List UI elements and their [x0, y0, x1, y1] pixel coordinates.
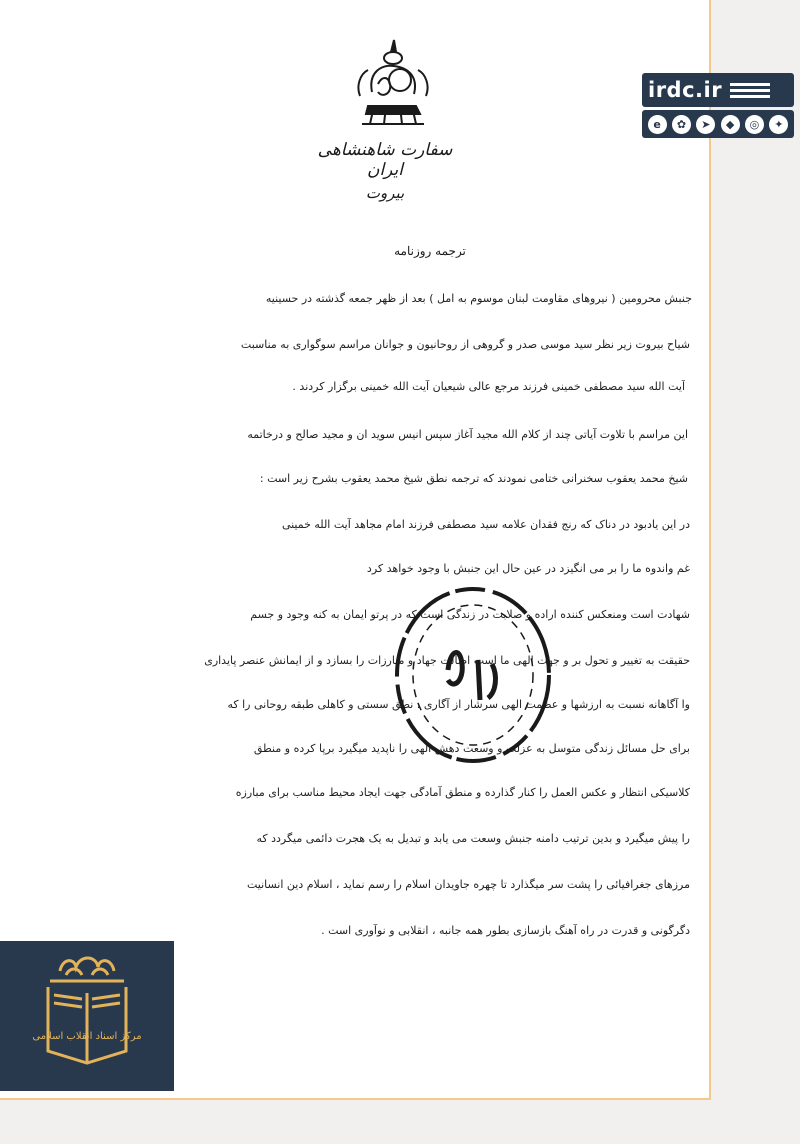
body-line: شیاح بیروت زیر نظر سید موسی صدر و گروهی از روحانیون و جوانان مراسم سوگواری به مناسبت — [240, 338, 690, 351]
body-line: برای حل مسائل زندگی متوسل به عزلت و وسعت دهش الهی را ناپدید میگیرد برپا کرده و منطق — [253, 742, 690, 755]
body-line: مرزهای جغرافیائی را پشت سر میگذارد تا چهره جاویدان اسلام را رسم نماید ، اسلام دین انسانیت — [246, 878, 690, 891]
site-brand-badge[interactable] — [642, 73, 794, 107]
body-line: را پیش میگیرد و بدین ترتیب دامنه جنبش وسعت می یابد و تبدیل به یک هجرت دائمی میگردد که — [256, 832, 690, 845]
frame-border — [0, 1098, 711, 1100]
body-line: شیخ محمد یعقوب سخنرانی ختامی نمودند که ترجمه نطق شیخ محمد یعقوب بشرح زیر است : — [259, 472, 688, 485]
ink-stamp-icon — [388, 580, 558, 770]
body-line: شهادت است ومنعکس کننده اراده و صلابت در زندگی است که در پرتو ایمان به کنه وجود و جسم — [250, 608, 690, 621]
body-line: در این یادبود در دناک که رنج فقدان علامه سید مصطفی فرزند امام مجاهد آیت الله خمینی — [281, 518, 690, 531]
body-line: کلاسیکی انتظار و عکس العمل را کنار گذارده و منطق آمادگی جهت ایجاد محیط مناسب برای مبارزه — [235, 786, 690, 799]
lion-and-sun-emblem-icon — [354, 36, 432, 132]
body-line: آیت الله سید مصطفی خمینی فرزند مرجع عالی شیعیان آیت الله خمینی برگزار کردند . — [292, 380, 685, 393]
frame-border — [709, 0, 711, 1100]
aparat-icon[interactable]: ✿ — [672, 115, 691, 134]
body-line: غم واندوه ما را بر می انگیزد در عین حال این جنبش با وجود خواهد کرد — [366, 562, 690, 575]
body-line: دگرگونی و قدرت در راه آهنگ بازسازی بطور همه جانبه ، انقلابی و نوآوری است . — [321, 924, 690, 937]
brand-decoration — [730, 83, 770, 98]
body-line: جنبش محرومین ( نیروهای مقاومت لبنان موسوم به امل ) بعد از ظهر جمعه گذشته در حسینیه — [265, 292, 692, 305]
organization-logo — [0, 941, 174, 1091]
bale-icon[interactable]: ◆ — [721, 115, 740, 134]
logo-caption: مرکز اسناد انقلاب اسلامی — [32, 1031, 142, 1042]
telegram-icon[interactable]: ➤ — [696, 115, 715, 134]
body-line: وا آگاهانه نسبت به ارزشها و عظمت الهی سرشار از آگاری ، نطق سستی و کاهلی طبقه روحانی را که — [227, 698, 690, 711]
twitter-icon[interactable]: ✦ — [769, 115, 788, 134]
eitaa-icon[interactable]: e — [648, 115, 667, 134]
city-name: بیروت — [365, 184, 405, 202]
site-name: irdc.ir — [648, 78, 723, 102]
embassy-name: سفارت شاهنشاهی ایران — [317, 140, 453, 180]
social-links-bar — [642, 110, 794, 138]
body-line: این مراسم با تلاوت آیاتی چند از کلام الله مجید آغاز سپس انیس سوید ان و مجید صالح و درخاتمه — [247, 428, 688, 441]
instagram-icon[interactable]: ◎ — [745, 115, 764, 134]
body-line: حقیقت به تغییر و تحول بر و جهت الهی ما است اصالت جهاد و مبارزات را بسازد و از ایمانش عنصر پایداری — [204, 654, 690, 667]
document-title: ترجمه روزنامه — [394, 244, 466, 258]
book-and-dome-logo-icon — [0, 941, 174, 1091]
